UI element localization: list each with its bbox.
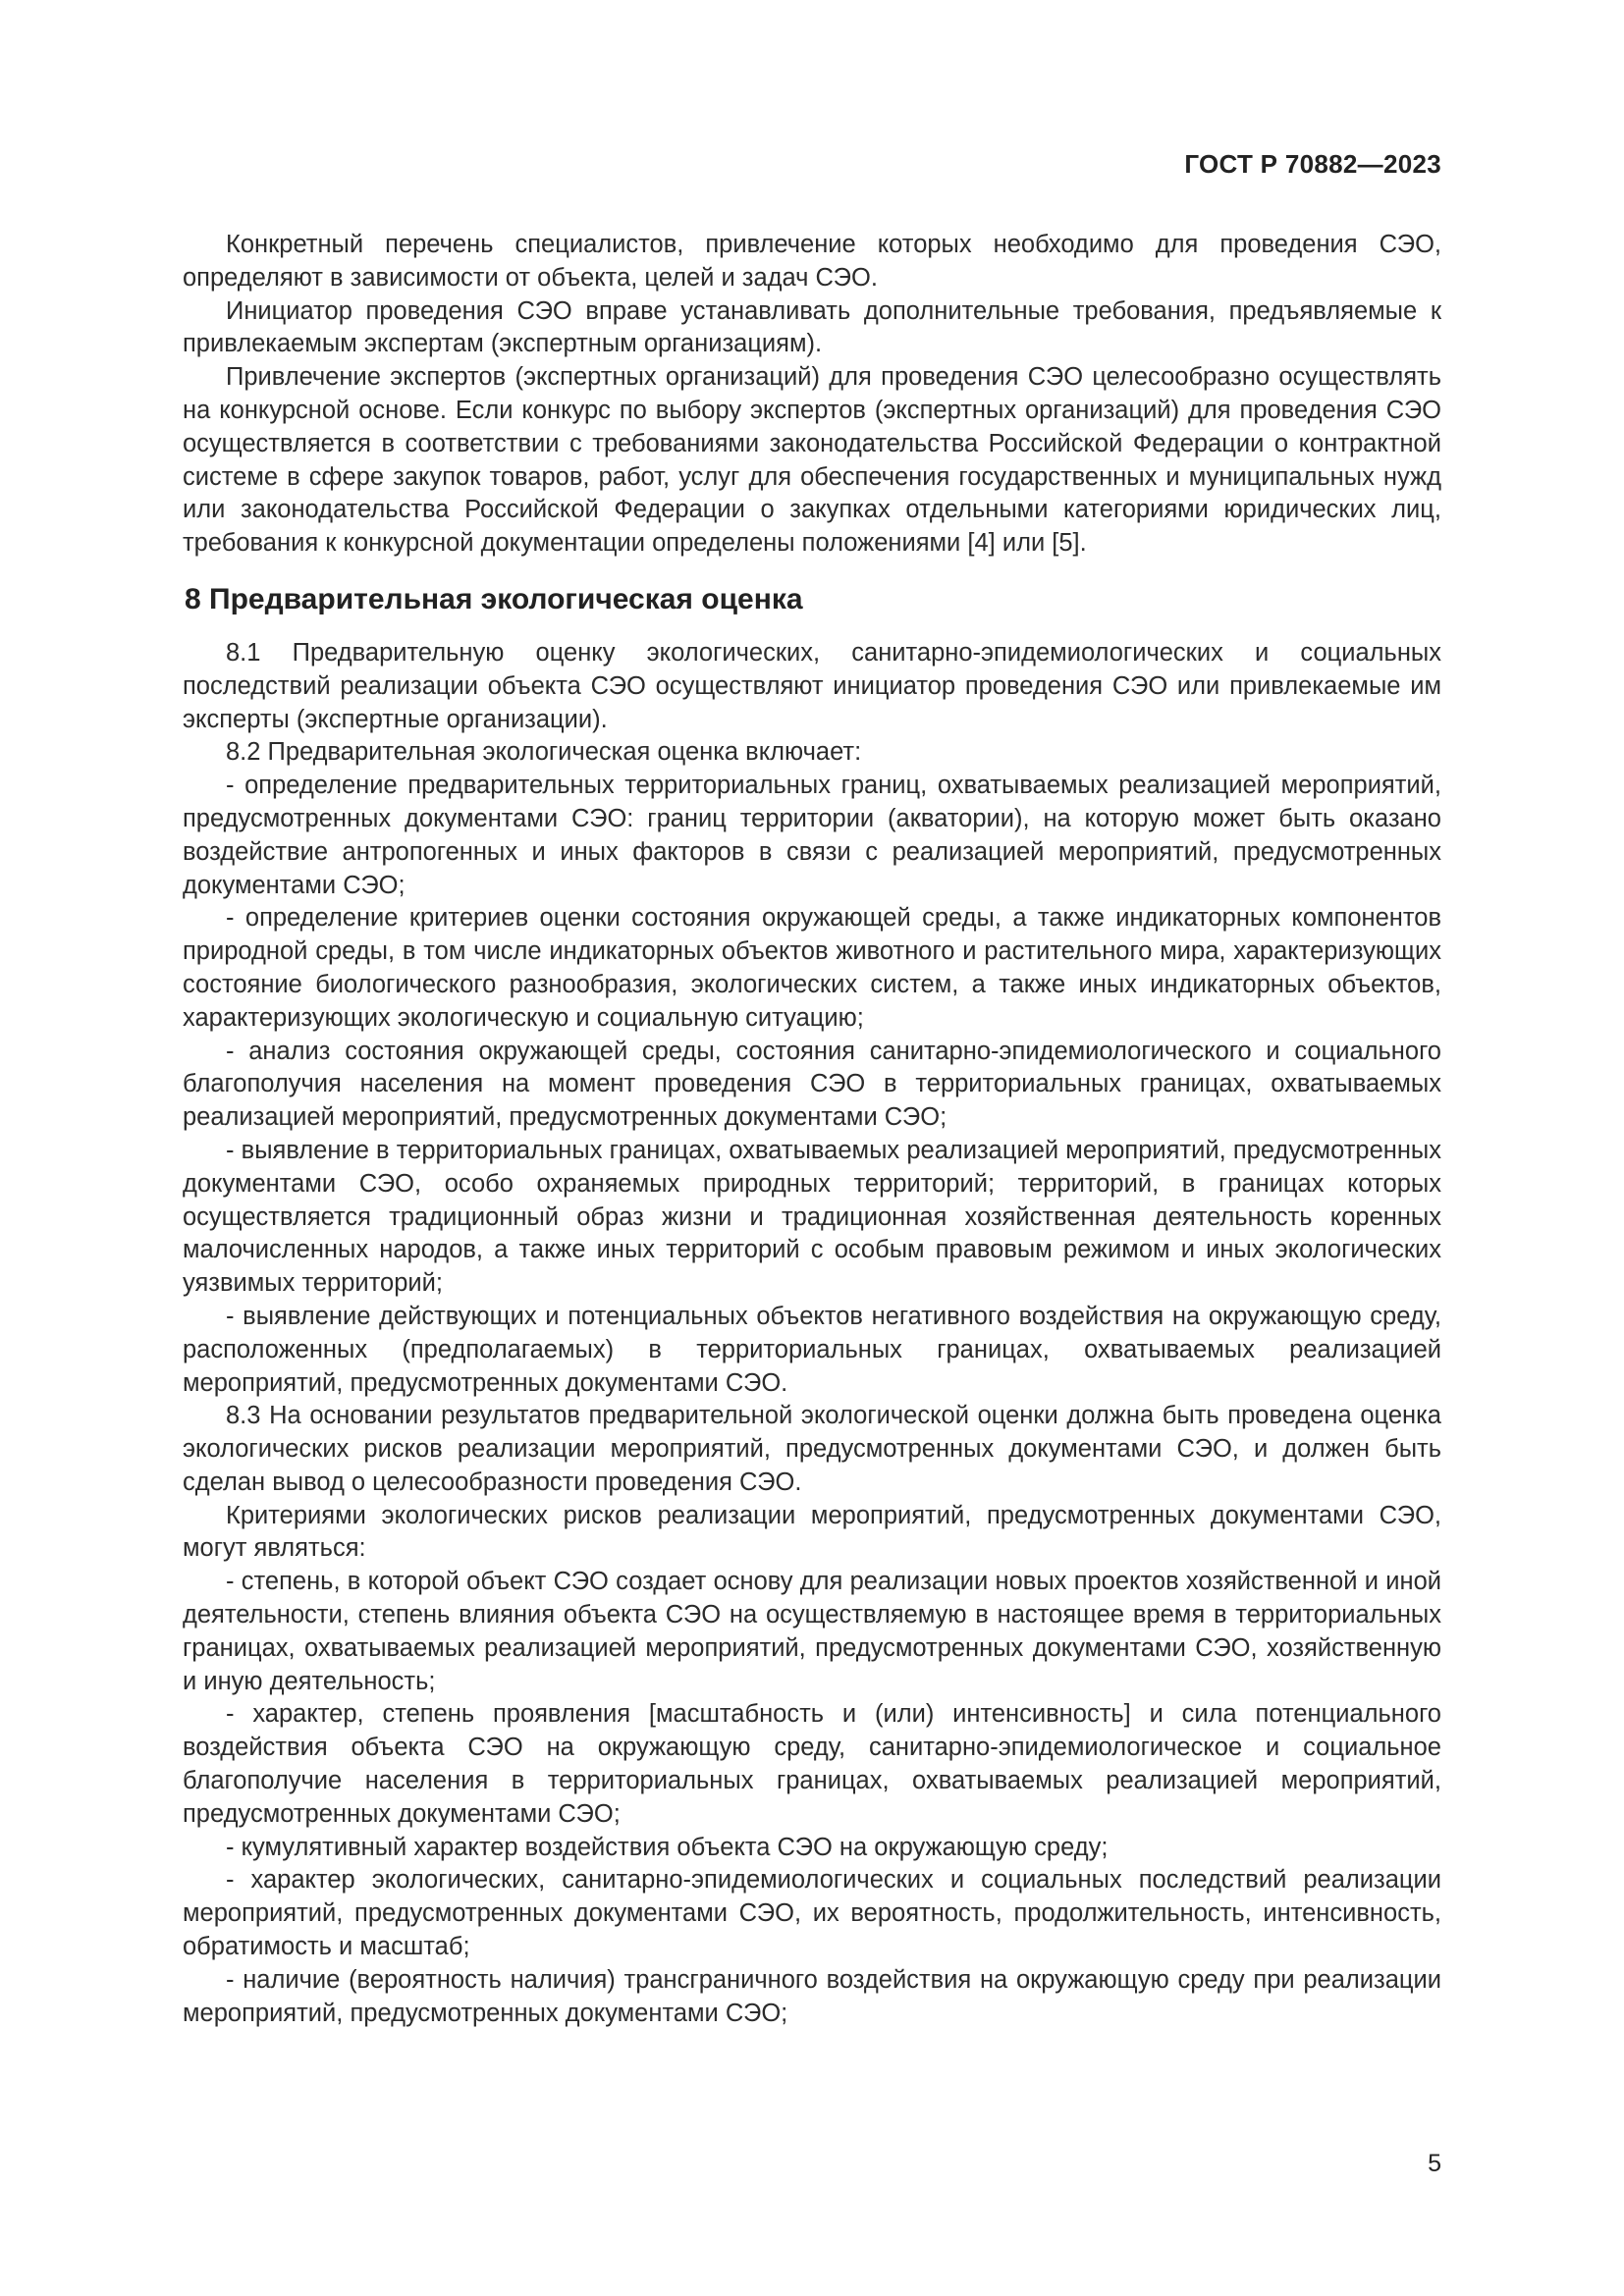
list-item-criteria — [183, 902, 1441, 1035]
list-item-consequences — [183, 1864, 1441, 1963]
intro-paragraph-1 — [183, 229, 1441, 295]
paragraph-8-1 — [183, 637, 1441, 736]
list-item-protected-areas-text: - выявление в территориальных границах, охватываемых реализацией мероприятий, предусмотренных документами СЭО, особо охраняемых природных территорий; территорий, в границах которых осуществляется традиционный образ жизни и традиционная хозяйственная деятельность коренных малочисленных народов, а также иных территорий с особым правовым режимом и иных экологических уязвимых территорий; — [183, 1136, 1441, 1298]
list-item-character — [183, 1698, 1441, 1831]
intro-paragraph-3-text: Привлечение экспертов (экспертных организаций) для проведения СЭО целесообразно осуществлять на конкурсной основе. Если конкурс по выбору экспертов (экспертных организаций) для проведения СЭО осуществляется в соответствии с требованиями законодательства Российской Федерации о контрактной системе в сфере закупок товаров, работ, услуг для обеспечения государственных и муниципальных нужд или законодательства Российской Федерации о закупках отдельными категориями юридических лиц, требования к конкурсной документации определены положениями [4] или [5]. — [183, 363, 1441, 558]
paragraph-8-2-text: 8.2 Предварительная экологическая оценка включает: — [226, 738, 862, 767]
list-item-consequences-text: - характер экологических, санитарно-эпидемиологических и социальных последствий реализации мероприятий, предусмотренных документами СЭО, их вероятность, продолжительность, интенсивность, обратимость и масштаб; — [183, 1866, 1441, 1961]
paragraph-risk-criteria — [183, 1500, 1441, 1567]
list-item-protected-areas — [183, 1135, 1441, 1301]
list-item-boundaries-text: - определение предварительных территориальных границ, охватываемых реализацией мероприятий, предусмотренных документами СЭО: границ территории (акватории), на которую может быть оказано воздействие антропогенных и иных факторов в связи с реализацией мероприятий, предусмотренных документами СЭО; — [183, 772, 1441, 899]
list-item-character-text: - характер, степень проявления [масштабность и (или) интенсивность] и сила потенциального воздействия объекта СЭО на окружающую среду, санитарно-эпидемиологическое и социальное благополучие населения в территориальных границах, охватываемых реализацией мероприятий, предусмотренных документами СЭО; — [183, 1700, 1441, 1828]
list-item-degree — [183, 1566, 1441, 1698]
paragraph-8-3 — [183, 1400, 1441, 1499]
list-item-degree-text: - степень, в которой объект СЭО создает основу для реализации новых проектов хозяйственной и иной деятельности, степень влияния объекта СЭО на осуществляемую в настоящее время в территориальных границах, охватываемых реализацией мероприятий, предусмотренных документами СЭО, хозяйственную и иную деятельность; — [183, 1568, 1441, 1695]
list-item-negative-impact-text: - выявление действующих и потенциальных объектов негативного воздействия на окружающую среду, расположенных (предполагаемых) в территориальных границах, охватываемых реализацией мероприятий, предусмотренных документами СЭО. — [183, 1302, 1441, 1397]
document-header: ГОСТ Р 70882—2023 — [1184, 149, 1441, 179]
intro-paragraph-3 — [183, 361, 1441, 561]
list-item-transboundary-text: - наличие (вероятность наличия) трансграничного воздействия на окружающую среду при реализации мероприятий, предусмотренных документами СЭО; — [183, 1965, 1441, 2027]
list-item-analysis-text: - анализ состояния окружающей среды, состояния санитарно-эпидемиологического и социального благополучия населения на момент проведения СЭО в территориальных границах, охватываемых реализацией мероприятий, предусмотренных документами СЭО; — [183, 1037, 1441, 1132]
intro-paragraph-2 — [183, 295, 1441, 362]
list-item-negative-impact — [183, 1301, 1441, 1400]
list-item-criteria-text: - определение критериев оценки состояния окружающей среды, а также индикаторных компонентов природной среды, в том числе индикаторных объектов животного и растительного мира, характеризующих состояние биологического разнообразия, экологических систем, а также иных индикаторных объектов, характеризующих экологическую и социальную ситуацию; — [183, 904, 1441, 1032]
page-content — [183, 229, 1441, 2030]
paragraph-8-3-text: 8.3 На основании результатов предварительной экологической оценки должна быть проведена оценка экологических рисков реализации мероприятий, предусмотренных документами СЭО, и должен быть сделан вывод о целесообразности проведения СЭО. — [183, 1402, 1441, 1496]
list-item-cumulative — [183, 1832, 1441, 1865]
paragraph-risk-criteria-text: Критериями экологических рисков реализации мероприятий, предусмотренных документами СЭО, могут являться: — [183, 1501, 1441, 1563]
list-item-transboundary — [183, 1964, 1441, 2031]
list-item-boundaries — [183, 770, 1441, 902]
intro-paragraph-2-text: Инициатор проведения СЭО вправе устанавливать дополнительные требования, предъявляемые к привлекаемым экспертам (экспертным организациям). — [183, 296, 1441, 358]
paragraph-8-2 — [183, 736, 1441, 770]
list-item-analysis — [183, 1036, 1441, 1135]
intro-paragraph-1-text: Конкретный перечень специалистов, привлечение которых необходимо для проведения СЭО, определяют в зависимости от объекта, целей и задач СЭО. — [183, 231, 1441, 292]
page-number: 5 — [1428, 2150, 1441, 2177]
list-item-cumulative-text: - кумулятивный характер воздействия объекта СЭО на окружающую среду; — [226, 1833, 1109, 1861]
paragraph-8-1-text: 8.1 Предварительную оценку экологических, санитарно-эпидемиологических и социальных последствий реализации объекта СЭО осуществляют инициатор проведения СЭО или привлекаемые им эксперты (экспертные организации). — [183, 638, 1441, 733]
section-title: 8 Предварительная экологическая оценка — [185, 582, 803, 615]
